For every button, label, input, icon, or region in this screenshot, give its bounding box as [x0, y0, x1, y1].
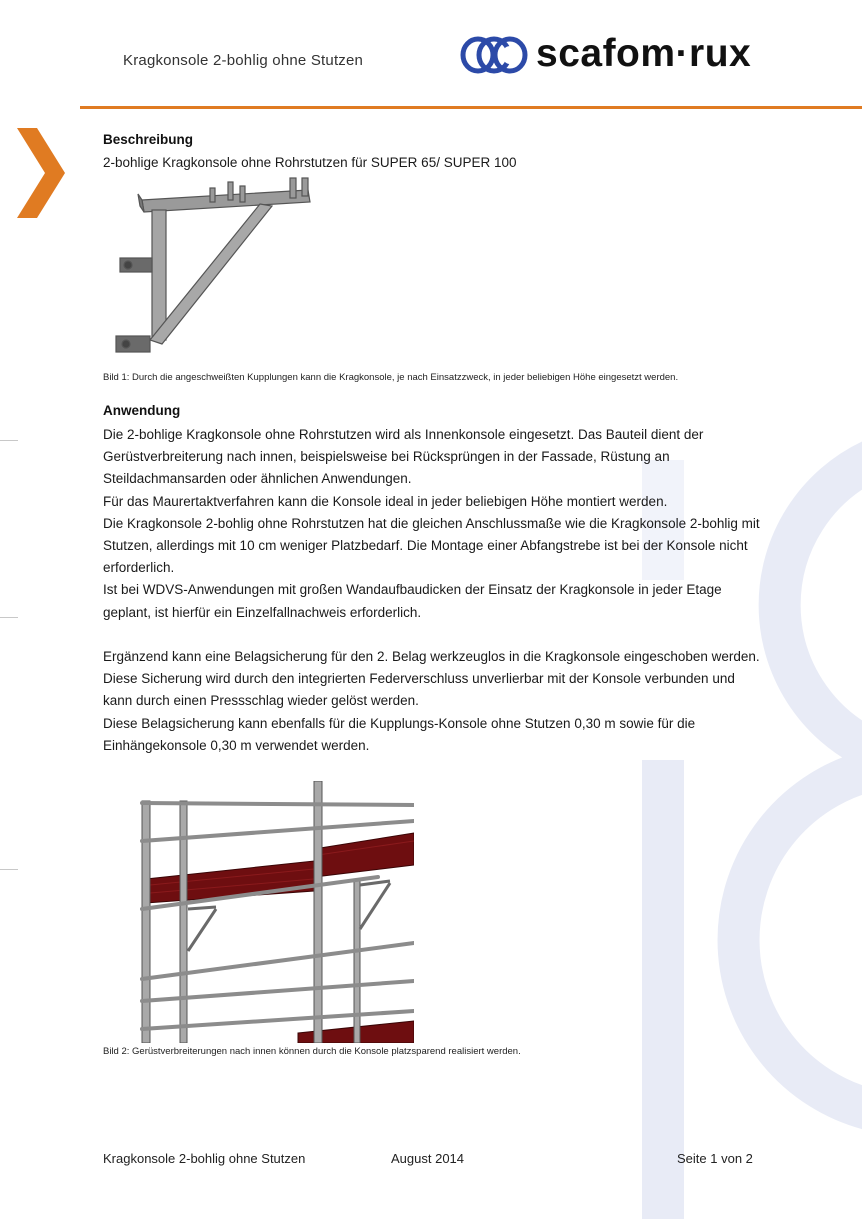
- logo-mark-icon: [458, 33, 534, 77]
- header-divider: [80, 106, 862, 109]
- company-logo: [458, 33, 788, 77]
- anwendung-paragraph: Ist bei WDVS-Anwendungen mit großen Wandaufbaudicken der Einsatz der Kragkonsole in jeder Etage geplant, ist hierfür ein Einzelfallnachweis erforderlich.: [103, 582, 722, 620]
- beschreibung-text: 2-bohlige Kragkonsole ohne Rohrstutzen für SUPER 65/ SUPER 100: [103, 155, 517, 170]
- margin-tick: [0, 869, 18, 870]
- logo-wordmark: scafom·rux: [536, 32, 752, 75]
- scaffold-application-image: [128, 781, 414, 1043]
- anwendung-text: [103, 424, 763, 624]
- console-product-image: [110, 176, 320, 362]
- anwendung-paragraph: Die 2-bohlige Kragkonsole ohne Rohrstutzen wird als Innenkonsole eingesetzt. Das Bauteil dient der Gerüstverbreiterung nach innen, beispielsweise bei Rücksprüngen in der Fassade, Rüstung an Steildachmansarden oder ähnlichen Anwendungen.: [103, 427, 704, 487]
- footer-date: August 2014: [391, 1151, 465, 1166]
- anwendung-paragraph: Diese Belagsicherung kann ebenfalls für die Kupplungs-Konsole ohne Stutzen 0,30 m sowie für die Einhängekonsole 0,30 m verwendet werden.: [103, 715, 696, 753]
- anwendung-paragraph: Ergänzend kann eine Belagsicherung für den 2. Belag werkzeuglos in die Kragkonsole eingeschoben werden. Diese Sicherung wird durch den integrierten Federverschluss unverlierbar mit der Konsole verbunden und kann durch einen Pressschlag wieder gelöst werden.: [103, 649, 760, 709]
- anwendung-text-2: [103, 646, 763, 757]
- anwendung-paragraph: Für das Maurertaktverfahren kann die Konsole ideal in jeder beliebigen Höhe montiert werden.: [103, 493, 668, 509]
- section-heading-beschreibung: Beschreibung: [103, 132, 194, 147]
- chevron-right-icon: [17, 128, 65, 218]
- section-heading-anwendung: Anwendung: [103, 403, 181, 418]
- footer-page-number: Seite 1 von 2: [677, 1151, 753, 1166]
- margin-tick: [0, 440, 18, 441]
- header-title: Kragkonsole 2-bohlig ohne Stutzen: [123, 52, 364, 69]
- footer-doc-title: Kragkonsole 2-bohlig ohne Stutzen: [103, 1151, 306, 1166]
- margin-tick: [0, 617, 18, 618]
- anwendung-paragraph: Die Kragkonsole 2-bohlig ohne Rohrstutzen hat die gleichen Anschlussmaße wie die Kragkonsole 2-bohlig mit Stutzen, allerdings mit 10 cm weniger Platzbedarf. Die Montage einer Abfangstrebe ist bei der Konsole nicht erforderlich.: [103, 515, 760, 576]
- figure-caption-1: Bild 1: Durch die angeschweißten Kupplungen kann die Kragkonsole, je nach Einsatzzweck, in jeder beliebigen Höhe eingesetzt werden.: [103, 372, 679, 383]
- figure-caption-2: Bild 2: Gerüstverbreiterungen nach innen können durch die Konsole platzsparend realisiert werden.: [103, 1046, 521, 1057]
